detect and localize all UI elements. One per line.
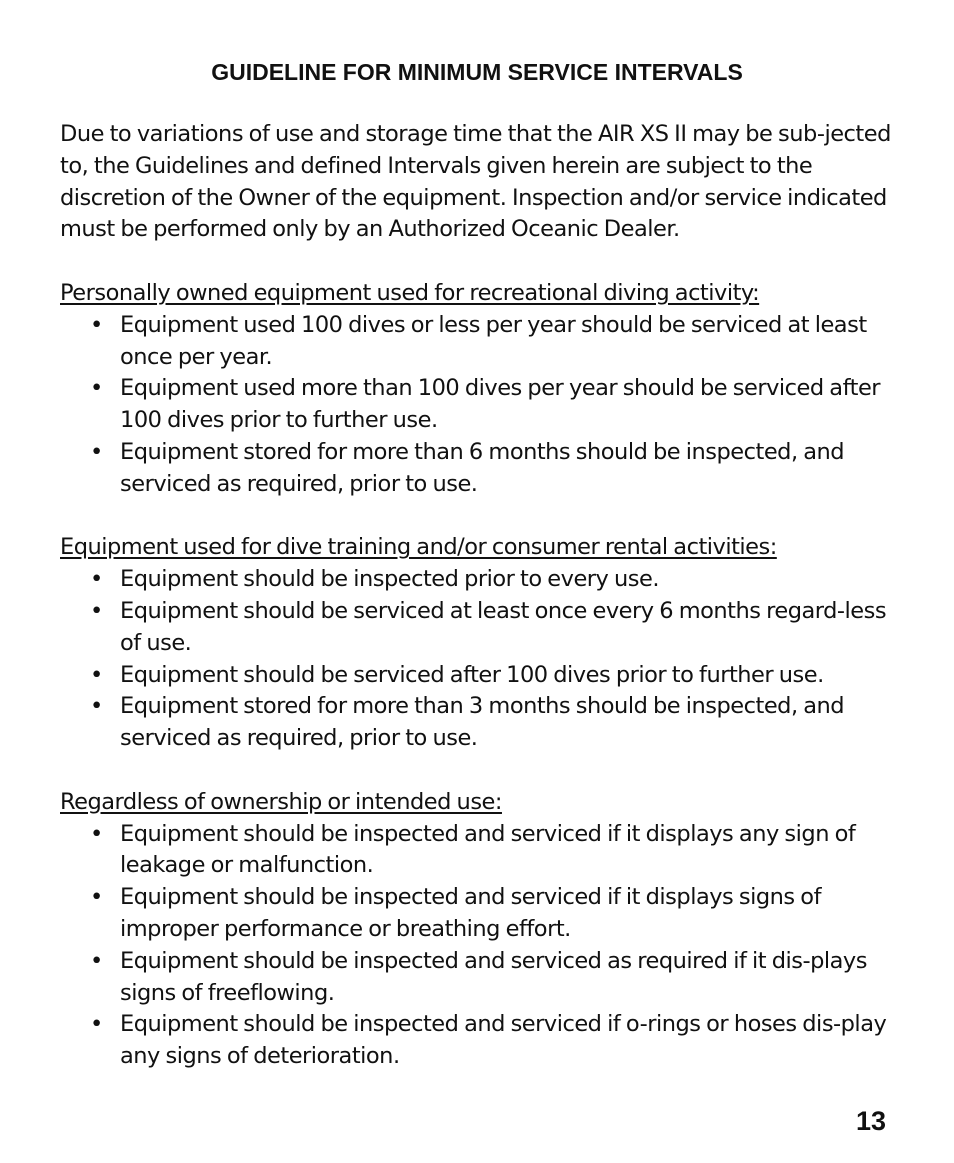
section-regardless [60,787,894,1073]
intro-paragraph: Due to variations of use and storage time that the AIR XS II may be sub-jected to, the Guidelines and defined Intervals given herein are subject to the discretion of the Owner of the equipment. Inspection and/or service indicated must be performed only by an Authorized Oceanic Dealer. [60,121,891,243]
bullet-item: • Equipment should be inspected prior to every use. [120,564,894,596]
section-heading: Personally owned equipment used for recreational diving activity: [60,279,760,306]
bullet-item: • Equipment used 100 dives or less per year should be serviced at least once per year. [120,310,894,374]
page-number: 13 [856,1106,887,1136]
bullet-item: • Equipment used more than 100 dives per year should be serviced after 100 dives prior to further use. [120,373,894,437]
bullet-list [60,310,894,501]
bullet-list [60,564,894,755]
bullet-item: • Equipment should be serviced after 100 dives prior to further use. [120,660,894,692]
section-heading: Equipment used for dive training and/or consumer rental activities: [60,534,777,561]
bullet-item: • Equipment should be inspected and serviced as required if it dis-plays signs of freeflowing. [120,946,894,1010]
document-body [60,119,894,1073]
bullet-item: • Equipment stored for more than 3 months should be inspected, and serviced as required, prior to use. [120,691,894,755]
bullet-item: • Equipment should be inspected and serviced if o-rings or hoses dis-play any signs of deterioration. [120,1009,894,1073]
bullet-list [60,819,894,1073]
bullet-item: • Equipment should be inspected and serviced if it displays signs of improper performance or breathing effort. [120,882,894,946]
section-training-rental [60,532,894,755]
section-recreational [60,278,894,501]
bullet-item: • Equipment should be serviced at least once every 6 months regard-less of use. [120,596,894,660]
page-title: GUIDELINE FOR MINIMUM SERVICE INTERVALS [211,59,743,85]
section-heading: Regardless of ownership or intended use: [60,788,502,815]
bullet-item: • Equipment should be inspected and serviced if it displays any sign of leakage or malfunction. [120,819,894,883]
bullet-item: • Equipment stored for more than 6 months should be inspected, and serviced as required, prior to use. [120,437,894,501]
